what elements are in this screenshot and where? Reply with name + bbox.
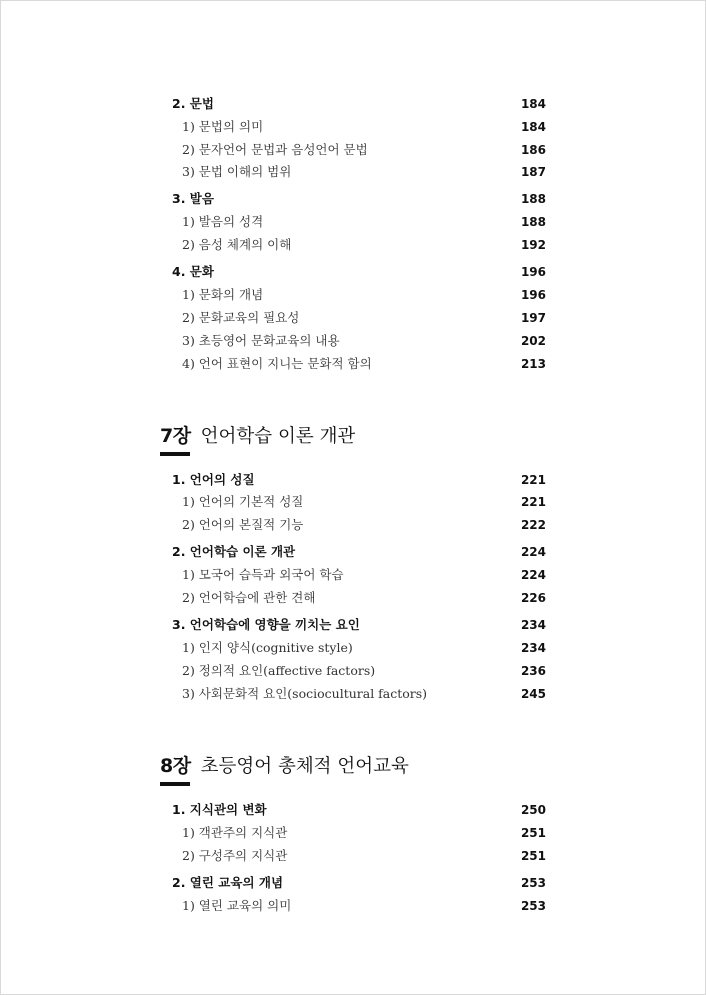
toc-entry-title: 1) 언어의 기본적 성질 [182,494,304,509]
toc-entry-title: 2. 언어학습 이론 개관 [172,544,296,559]
toc-entry-title: 2) 언어의 본질적 기능 [182,517,304,532]
toc-entry-page: 186 [520,143,546,157]
chapter-number: 8장 [160,755,191,777]
toc-entry-page: 184 [520,97,546,111]
toc-entry-page: 226 [520,591,546,605]
toc-entry-page: 202 [520,334,546,348]
toc-entry [0,872,706,894]
toc-entry-title: 3) 문법 이해의 범위 [182,164,292,179]
toc-entry-page: 196 [520,288,546,302]
toc-entry [0,116,706,138]
toc-entry [0,845,706,867]
chapter-title: 초등영어 총체적 언어교육 [200,756,409,777]
toc-entry [0,261,706,283]
toc-entry [0,307,706,329]
toc-entry-page: 234 [520,618,546,632]
toc-entry [0,161,706,183]
chapter-underline [160,782,190,786]
toc-entry [0,469,706,491]
toc-entry-title: 2) 음성 체계의 이해 [182,237,292,252]
toc-entry [0,284,706,306]
toc-entry [0,541,706,563]
toc-entry-title: 3) 초등영어 문화교육의 내용 [182,333,340,348]
toc-entry [0,614,706,636]
toc-entry-title: 1. 지식관의 변화 [172,802,267,817]
toc-entry [0,93,706,115]
toc-entry-title: 1. 언어의 성질 [172,472,255,487]
toc-entry [0,234,706,256]
toc-entry-title: 3. 발음 [172,191,214,206]
toc-entry [0,353,706,375]
toc-entry-title: 1) 문법의 의미 [182,119,264,134]
toc-entry [0,211,706,233]
toc-entry-page: 196 [520,265,546,279]
toc-entry-page: 250 [520,803,546,817]
toc-entry-title: 1) 문화의 개념 [182,287,264,302]
toc-entry-page: 184 [520,120,546,134]
toc-entry [0,683,706,705]
toc-entry-title: 4. 문화 [172,264,214,279]
toc-entry-page: 251 [520,849,546,863]
toc-entry-title: 4) 언어 표현이 지니는 문화적 함의 [182,356,372,371]
toc-entry [0,564,706,586]
toc-entry [0,660,706,682]
toc-entry-title: 2. 문법 [172,96,214,111]
toc-entry-title: 1) 객관주의 지식관 [182,825,288,840]
toc-entry-title: 1) 열린 교육의 의미 [182,898,292,913]
toc-entry-title: 1) 발음의 성격 [182,214,264,229]
toc-entry-page: 213 [520,357,546,371]
toc-entry-page: 245 [520,687,546,701]
chapter-number: 7장 [160,425,191,447]
toc-entry [0,330,706,352]
toc-entry-title: 2) 정의적 요인(affective factors) [182,663,376,678]
toc-entry-page: 234 [520,641,546,655]
toc-entry-title: 2) 문화교육의 필요성 [182,310,300,325]
toc-entry [0,587,706,609]
chapter-heading [160,421,355,451]
toc-entry [0,188,706,210]
toc-entry [0,822,706,844]
chapter-heading [160,751,409,781]
toc-entry-page: 187 [520,165,546,179]
toc-entry-title: 3. 언어학습에 영향을 끼치는 요인 [172,617,360,632]
toc-entry-page: 253 [520,876,546,890]
toc-entry-title: 2) 언어학습에 관한 견해 [182,590,316,605]
toc-entry-page: 221 [520,495,546,509]
toc-entry [0,514,706,536]
toc-entry-title: 2) 문자언어 문법과 음성언어 문법 [182,142,368,157]
toc-entry [0,637,706,659]
chapter-title: 언어학습 이론 개관 [200,426,356,447]
toc-entry-page: 188 [520,215,546,229]
toc-entry-page: 253 [520,899,546,913]
toc-entry [0,491,706,513]
toc-entry [0,895,706,917]
toc-entry [0,139,706,161]
toc-entry-page: 221 [520,473,546,487]
toc-entry [0,799,706,821]
toc-entry-title: 3) 사회문화적 요인(sociocultural factors) [182,686,428,701]
toc-entry-page: 197 [520,311,546,325]
toc-entry-page: 251 [520,826,546,840]
toc-entry-title: 1) 모국어 습득과 외국어 학습 [182,567,344,582]
toc-entry-page: 236 [520,664,546,678]
chapter-underline [160,452,190,456]
toc-entry-page: 222 [520,518,546,532]
toc-entry-page: 188 [520,192,546,206]
toc-entry-title: 2. 열린 교육의 개념 [172,875,284,890]
toc-entry-page: 224 [520,568,546,582]
toc-entry-page: 192 [520,238,546,252]
toc-entry-title: 2) 구성주의 지식관 [182,848,288,863]
toc-entry-title: 1) 인지 양식(cognitive style) [182,640,353,655]
toc-entry-page: 224 [520,545,546,559]
